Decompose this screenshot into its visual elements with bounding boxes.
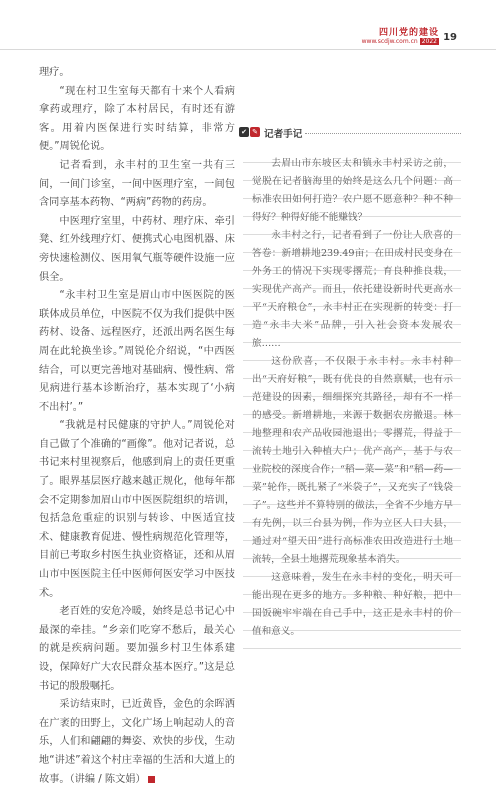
article-paragraph: 记者看到，永丰村的卫生室一共有三间，一间门诊室，一间中医理疗室，一间包含同享基本药物、“两病”药物的药房。 — [39, 159, 235, 209]
article-body — [39, 64, 235, 789]
notes-title-divider — [305, 133, 461, 134]
article-paragraph: 老百姓的安危冷暖，始终是总书记心中最深的牵挂。“乡亲们吃穿不愁后，最关心的就是疾病问题。要加强乡村卫生体系建设，保障好广大农民群众基本医疗。”这是总书记的殷殷嘱托。 — [39, 606, 235, 692]
notes-paragraph: 这份欣喜，不仅限于永丰村。永丰村种出“天府好粮”，既有优良的自然禀赋，也有示范建设的因素，细细探究其路径，却有不一样的感受。新增耕地，来源于数据农房撤退。林地整理和农产品收园池退出；零撂荒，得益于流转土地引入种植大户；优产高产，基于与农业院校的深度合作；“稻—菜—菜”和“稻—药—菜”轮作，既扎紧了“米袋子”，又充实了“钱袋子”。这些并不算特别的做法，全省不少地方早有先例，以三台县为例，作为立区人口大县，通过对“望天田”进行高标准农田改造进行土地流转，全县土地撂荒现象基本消失。 — [252, 356, 453, 565]
url-text: www.scdjw.com.cn — [361, 38, 418, 45]
notes-header — [239, 127, 461, 141]
notes-title: 记者手记 — [264, 129, 303, 140]
magazine-name: 四川党的建设 — [378, 28, 439, 38]
page-number: 19 — [443, 32, 457, 43]
article-paragraph-text: 采访结束时，已近黄昏，金色的余晖洒在广袤的田野上，文化广场上响起动人的音乐，人们和翩翩的舞姿、欢快的步伐，生动地“讲述”着这个村庄幸福的生活和大道上的故事。（讲编 / 陈文娟） — [39, 699, 235, 785]
article-paragraph: 中医理疗室里，中药材、理疗床、牵引凳、红外线理疗灯、便携式心电图机器、床旁快速检测仪、医用氧气瓶等硬件设施一应俱全。 — [39, 215, 235, 283]
article-paragraph: “永丰村卫生室是眉山市中医医院的医联体成员单位，中医院不仅为我们提供中医药材、设备、远程医疗，还派出两名医生每周在此轮换坐诊。”周锐伦介绍说，“中西医结合，可以更完善地对基础病、慢性病、常见病进行基本诊断治疗，基本实现了‘小病不出村’。” — [39, 290, 235, 413]
article-paragraph-last — [39, 696, 235, 789]
notes-paragraph: 去眉山市东坡区太和镇永丰村采访之前，觉脱在记者脑海里的始终是这么几个问题：高标准农田如何打造？农户愿不愿意种？种不种得好？种得好能不能赚钱？ — [252, 158, 453, 223]
article-paragraph: 理疗。 — [39, 67, 70, 78]
magazine-url — [362, 38, 439, 45]
article-end-mark — [148, 776, 155, 783]
article-paragraph: “现在村卫生室每天都有十来个人看病拿药或理疗，除了本村居民，有时还有游客。用着内医保进行实时结算，非常方便。”周锐伦说。 — [39, 85, 235, 153]
article-paragraph: “我就是村民健康的守护人。”周锐伦对自己做了个准确的“画像”。他对记者说，总书记来村里视察后，他感到肩上的责任更重了。眼界基层医疗越来越正规化，他每年都会不定期参加眉山市中医医院组织的培训，包括急危重症的识别与转诊、中医适宜技术、健康教育促进、慢性病规范化管理等，目前已考取乡村医生执业资格证，还和从眉山市中医医院主任中医师何医安学习中医技术。 — [39, 420, 235, 599]
header-divider — [0, 49, 496, 50]
year-badge: 2022 — [421, 38, 437, 45]
page-header — [0, 0, 496, 50]
notes-box — [243, 145, 461, 663]
notes-icon-group — [239, 127, 261, 139]
notes-paragraph: 永丰村之行，记者看到了一份让人欣喜的答卷：新增耕地239.49亩；在田成村民变身在外务工的情况下实现零撂荒；育良种推良栽，实现优产高产。而且，依托建设新时代更高水平“天府粮仓”，永丰村正在实现新的转变：打造“永丰大米”品牌，引入社会资本发展农旅…… — [252, 230, 453, 349]
pen-icon: ✎ — [250, 127, 260, 137]
notes-body — [243, 145, 461, 641]
checkmark-icon: ✔ — [239, 127, 249, 137]
notes-paragraph: 这意味着，发生在永丰村的变化，明天可能出现在更多的地方。多种粮、种好粮，把中国饭碗牢牢端在自己手中，这正是永丰村的价值和意义。 — [252, 572, 453, 637]
